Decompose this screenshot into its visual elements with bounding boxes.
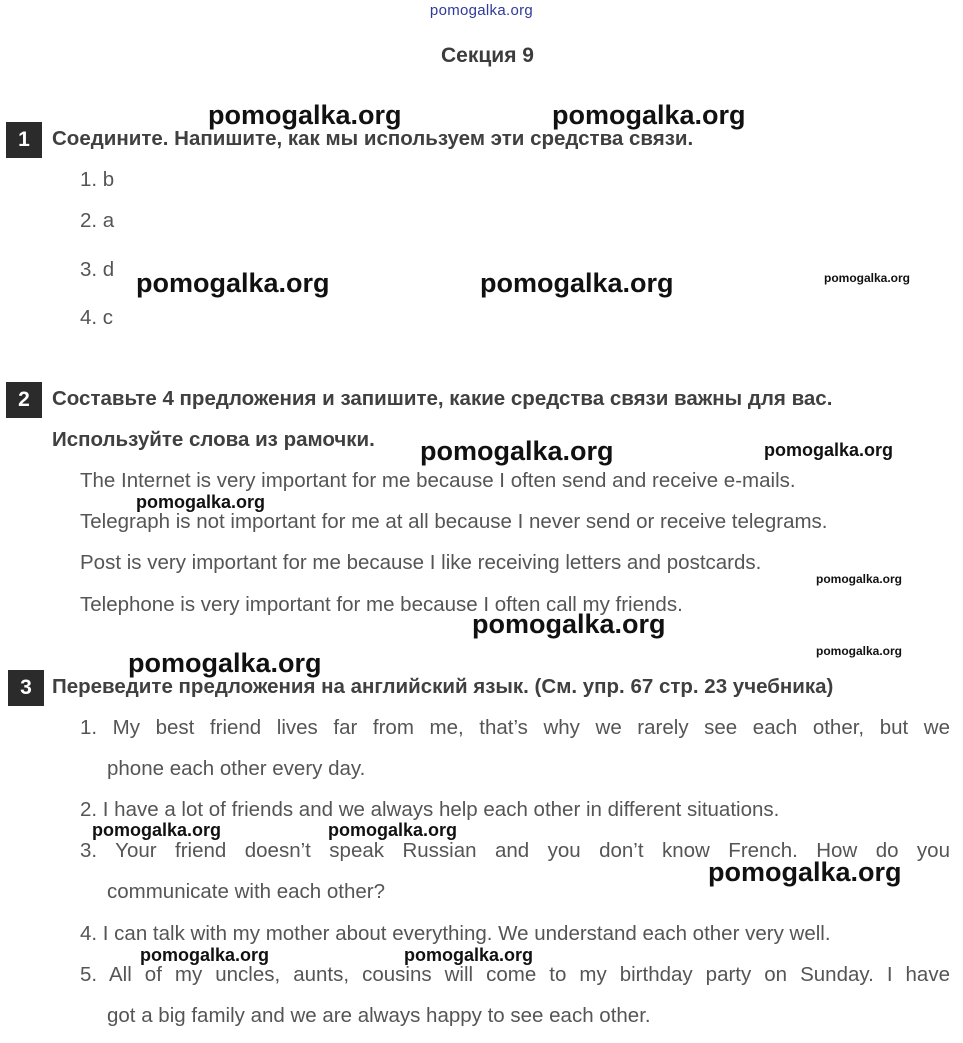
watermark-overlay: pomogalka.org	[420, 436, 614, 466]
task-2-sentence-3: Post is very important for me because I like receiving letters and postcards.	[80, 551, 762, 574]
watermark-overlay: pomogalka.org	[472, 609, 666, 639]
watermark-overlay: pomogalka.org	[824, 271, 911, 285]
task-2-heading-line-1: Составьте 4 предложения и запишите, какие средства связи важны для вас.	[52, 387, 833, 410]
section-title: Секция 9	[441, 44, 534, 67]
watermark-overlay: pomogalka.org	[552, 100, 746, 130]
task-3-line-6: 4. I can talk with my mother about everything. We understand each other very well.	[80, 922, 831, 945]
watermark-overlay: pomogalka.org	[328, 820, 458, 840]
task-3-heading: Переведите предложения на английский язык. (См. упр. 67 стр. 23 учебника)	[52, 675, 834, 698]
task-2-sentence-4: Telephone is very important for me because I often call my friends.	[80, 593, 683, 616]
task-3-line-7: 5. All of my uncles, aunts, cousins will come to my birthday party on Sunday. I have	[80, 963, 950, 986]
task-2-heading-line-2: Используйте слова из рамочки.	[52, 428, 375, 451]
task-1-number: 1	[6, 122, 42, 158]
watermark-overlay: pomogalka.org	[404, 945, 534, 965]
watermark-overlay: pomogalka.org	[128, 648, 322, 678]
top-watermark: pomogalka.org	[429, 2, 534, 19]
task-3-number: 3	[8, 670, 44, 706]
task-2-sentence-1: The Internet is very important for me because I often send and receive e-mails.	[80, 469, 796, 492]
task-2-sentence-2: Telegraph is not important for me at all because I never send or receive telegrams.	[80, 510, 828, 533]
watermark-overlay: pomogalka.org	[480, 268, 674, 298]
watermark-overlay: pomogalka.org	[816, 572, 903, 586]
task-3-line-4: 3. Your friend doesn’t speak Russian and you don’t know French. How do you	[80, 839, 950, 862]
task-1-answer-4: 4. c	[80, 306, 114, 329]
task-3-line-5: communicate with each other?	[107, 880, 386, 903]
watermark-overlay: pomogalka.org	[208, 100, 402, 130]
watermark-overlay: pomogalka.org	[708, 857, 902, 887]
task-1-answer-3: 3. d	[80, 258, 115, 281]
watermark-overlay: pomogalka.org	[136, 268, 330, 298]
watermark-overlay: pomogalka.org	[136, 492, 266, 512]
watermark-overlay: pomogalka.org	[816, 644, 903, 658]
task-3-line-1: 1. My best friend lives far from me, that’s why we rarely see each other, but we	[80, 716, 950, 739]
watermark-overlay: pomogalka.org	[92, 820, 222, 840]
task-1-answer-1: 1. b	[80, 168, 115, 191]
task-1-heading: Соедините. Напишите, как мы используем эти средства связи.	[52, 127, 694, 150]
task-3-line-3: 2. I have a lot of friends and we always help each other in different situations.	[80, 798, 780, 821]
watermark-overlay: pomogalka.org	[140, 945, 270, 965]
task-3-line-2: phone each other every day.	[107, 757, 366, 780]
task-3-line-8: got a big family and we are always happy to see each other.	[107, 1004, 651, 1027]
task-2-number: 2	[6, 382, 42, 418]
watermark-overlay: pomogalka.org	[764, 440, 894, 460]
task-1-answer-2: 2. a	[80, 209, 115, 232]
